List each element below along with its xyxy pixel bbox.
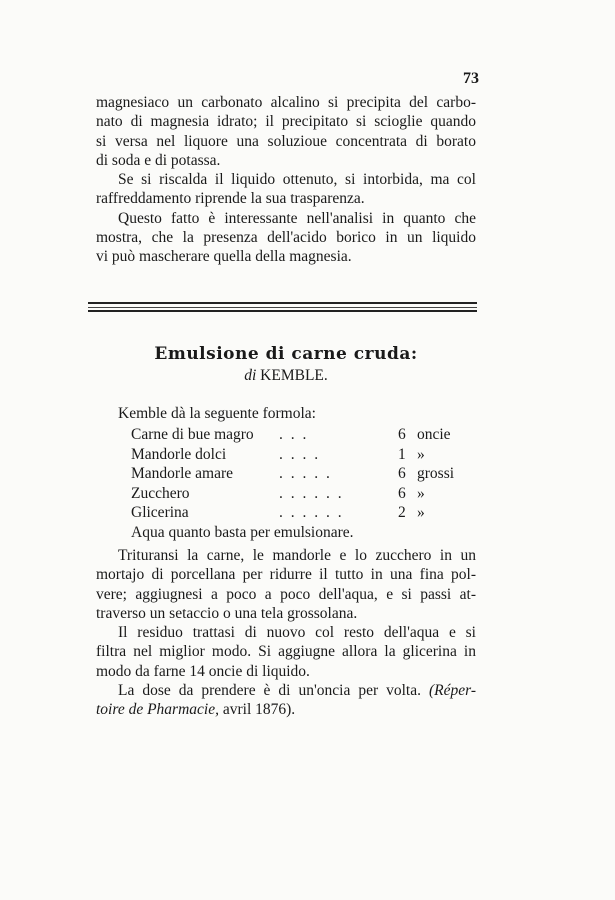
text-line: vere; aggiugnesi a poco a poco dell'aqua, e si passi at- <box>96 585 476 603</box>
formula-row <box>131 503 471 523</box>
text-line: Questo fatto è interessante nell'analisi in quanto che <box>118 209 476 227</box>
paragraph-magnesia <box>96 93 476 267</box>
formula-row <box>131 484 471 504</box>
leader-dots: . . . . . <box>279 465 332 482</box>
author-prefix: di <box>244 367 257 384</box>
text-line: traverso un setaccio o una tela grossolana. <box>96 604 358 622</box>
leader-dots: . . . . <box>279 445 321 463</box>
ingredient-unit: » <box>417 484 425 502</box>
ingredient-unit: » <box>417 445 425 463</box>
formula-intro: Kemble dà la seguente formola: <box>118 405 316 422</box>
formula-row <box>131 464 471 484</box>
text-line: mortajo di porcellana per ridurre il tutto in una fina pol- <box>96 566 476 584</box>
text-line: Se si riscalda il liquido ottenuto, si intorbida, ma col <box>118 171 476 189</box>
text-line: Trituransi la carne, le mandorle e lo zucchero in un <box>118 547 476 564</box>
leader-dots: . . . . . . <box>279 484 344 502</box>
citation-open: (Réper- <box>428 682 477 700</box>
formula-row <box>131 425 471 445</box>
text-line: filtra nel miglior modo. Si aggiugne allora la glicerina in <box>96 643 476 661</box>
ingredient-name: Mandorle amare <box>131 465 233 482</box>
text-line-dose <box>96 681 476 700</box>
paragraph-preparation <box>96 546 476 720</box>
ingredient-unit: grossi <box>417 465 455 482</box>
formula-closing-line: Aqua quanto basta per emulsionare. <box>131 523 354 541</box>
text-line: mostra, che la presenza dell'acido borico in un liquido <box>96 229 476 247</box>
ingredient-name: Zucchero <box>131 484 190 502</box>
ingredient-qty: 6 <box>398 484 406 502</box>
citation-journal: toire de Pharmacie, <box>96 701 219 719</box>
leader-dots: . . . <box>279 426 309 443</box>
ingredient-qty: 1 <box>398 445 406 463</box>
text-line: vi può mascherare quella della magnesia. <box>96 248 352 266</box>
ingredient-unit: oncie <box>417 426 451 443</box>
text-line: di soda e di potassa. <box>96 151 221 169</box>
ingredient-name: Mandorle dolci <box>131 445 227 463</box>
citation-date: avril 1876). <box>222 701 296 719</box>
section-divider <box>88 302 477 314</box>
formula-list <box>131 425 471 542</box>
text-line: si versa nel liquore una soluzioue concentrata di borato <box>96 132 476 150</box>
formula-row <box>131 523 471 543</box>
text-line: raffreddamento riprende la sua trasparenza. <box>96 190 365 208</box>
dose-text: La dose da prendere è di un'oncia per volta. <box>118 682 421 700</box>
text-line: nato di magnesia idrato; il precipitato si scioglie quando <box>96 113 476 131</box>
text-line: Il residuo trattasi di nuovo col resto dell'aqua e si <box>118 624 476 642</box>
text-line-citation <box>96 700 476 719</box>
ingredient-name: Glicerina <box>131 504 189 521</box>
ingredient-unit: » <box>417 504 425 521</box>
text-line: magnesiaco un carbonato alcalino si precipita del carbo- <box>96 94 476 111</box>
page-number: 73 <box>463 70 479 87</box>
author-name: KEMBLE. <box>260 367 328 384</box>
ingredient-qty: 6 <box>398 465 406 482</box>
formula-row <box>131 445 471 465</box>
section-title: Emulsione di carne cruda: <box>154 344 418 364</box>
leader-dots: . . . . . . <box>279 504 344 521</box>
section-author <box>96 367 476 385</box>
text-line: modo da farne 14 oncie di liquido. <box>96 662 310 680</box>
ingredient-qty: 6 <box>398 426 406 443</box>
ingredient-name: Carne di bue magro <box>131 426 254 443</box>
ingredient-qty: 2 <box>398 504 406 521</box>
